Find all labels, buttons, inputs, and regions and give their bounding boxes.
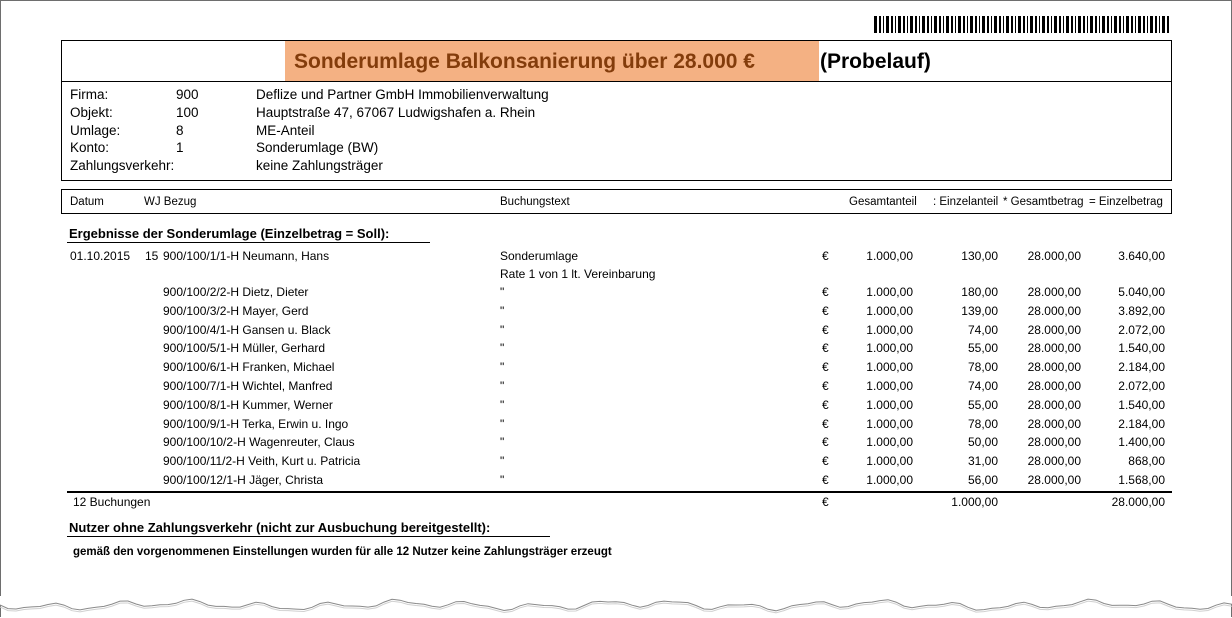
cell-buchungstext: " bbox=[500, 285, 505, 299]
cell-bezug: 900/100/11/2-H Veith, Kurt u. Patricia bbox=[163, 454, 361, 469]
info-value: Sonderumlage (BW) bbox=[256, 140, 379, 155]
cell-einzelbetrag: 2.072,00 bbox=[1118, 379, 1165, 393]
cell-buchungstext: " bbox=[500, 303, 505, 318]
cell-gesamtanteil: 1.000,00 bbox=[866, 285, 913, 299]
cell-einzelbetrag: 3.640,00 bbox=[1118, 249, 1165, 263]
total-separator bbox=[67, 491, 1172, 493]
cell-bezug: 900/100/2/2-H Dietz, Dieter bbox=[163, 285, 309, 299]
cell-einzelanteil: 55,00 bbox=[967, 341, 998, 356]
info-code: 8 bbox=[176, 123, 184, 138]
info-code: 100 bbox=[176, 105, 199, 120]
cell-gesamtanteil: 1.000,00 bbox=[866, 473, 913, 487]
cell-currency: € bbox=[822, 285, 829, 299]
cell-bezug: 900/100/6/1-H Franken, Michael bbox=[163, 360, 335, 375]
cell-einzelanteil: 78,00 bbox=[967, 360, 998, 375]
cell-buchungstext: " bbox=[500, 435, 505, 450]
cell-currency: € bbox=[822, 360, 829, 375]
cell-einzelanteil: 56,00 bbox=[967, 473, 998, 487]
title-box bbox=[61, 40, 1172, 82]
cell-einzelanteil: 180,00 bbox=[961, 285, 998, 299]
cell-bezug: 900/100/3/2-H Mayer, Gerd bbox=[163, 303, 309, 318]
cell-einzelanteil: 55,00 bbox=[967, 397, 998, 412]
info-value: keine Zahlungsträger bbox=[256, 158, 383, 173]
cell-gesamtanteil: 1.000,00 bbox=[866, 322, 913, 337]
cell-datum: 01.10.2015 bbox=[70, 249, 131, 263]
cell-bezug: 900/100/1/1-H Neumann, Hans bbox=[163, 249, 330, 263]
cell-gesamtbetrag: 28.000,00 bbox=[1027, 397, 1081, 412]
cell-currency: € bbox=[822, 473, 829, 487]
cell-einzelbetrag: 2.072,00 bbox=[1118, 322, 1165, 337]
col-einzelanteil: : Einzelanteil bbox=[933, 196, 999, 208]
cell-gesamtanteil: 1.000,00 bbox=[866, 397, 913, 412]
cell-buchungstext: " bbox=[500, 473, 505, 487]
cell-bezug: 900/100/4/1-H Gansen u. Black bbox=[163, 322, 331, 337]
info-label: Firma: bbox=[70, 87, 109, 102]
info-value: Hauptstraße 47, 67067 Ludwigshafen a. Rhein bbox=[256, 105, 536, 120]
cell-gesamtbetrag: 28.000,00 bbox=[1027, 341, 1081, 356]
info-code: 900 bbox=[176, 87, 199, 102]
cell-gesamtbetrag: 28.000,00 bbox=[1027, 249, 1081, 263]
cell-buchungstext: Sonderumlage bbox=[500, 249, 579, 263]
cell-einzelbetrag: 868,00 bbox=[1128, 454, 1165, 469]
cell-currency: € bbox=[822, 435, 829, 450]
cell-gesamtanteil: 1.000,00 bbox=[866, 454, 913, 469]
cell-einzelanteil: 50,00 bbox=[967, 435, 998, 450]
cell-gesamtbetrag: 28.000,00 bbox=[1027, 473, 1081, 487]
section-title-nutzer-ohne-zahlungsverkehr: Nutzer ohne Zahlungsverkehr (nicht zur Ausbuchung bereitgestellt): bbox=[69, 520, 491, 535]
cell-einzelanteil: 130,00 bbox=[961, 249, 998, 263]
cell-bezug: 900/100/8/1-H Kummer, Werner bbox=[163, 397, 333, 412]
cell-gesamtanteil: 1.000,00 bbox=[866, 435, 913, 450]
cell-bezug: 900/100/9/1-H Terka, Erwin u. Ingo bbox=[163, 416, 349, 431]
total-currency: € bbox=[822, 495, 829, 509]
cell-gesamtbetrag: 28.000,00 bbox=[1027, 416, 1081, 431]
cell-gesamtanteil: 1.000,00 bbox=[866, 249, 913, 263]
cell-bezug: 900/100/5/1-H Müller, Gerhard bbox=[163, 341, 326, 356]
cell-bezug: 900/100/10/2-H Wagenreuter, Claus bbox=[163, 435, 355, 450]
cell-einzelanteil: 31,00 bbox=[967, 454, 998, 469]
col-datum: Datum bbox=[70, 196, 104, 208]
cell-buchungstext: " bbox=[500, 341, 505, 356]
column-header-row bbox=[61, 189, 1172, 214]
cell-wj: 15 bbox=[145, 249, 159, 263]
cell-einzelanteil: 74,00 bbox=[967, 379, 998, 393]
cell-einzelbetrag: 2.184,00 bbox=[1118, 360, 1165, 375]
total-einzelbetrag: 28.000,00 bbox=[1111, 495, 1165, 509]
cell-buchungstext: " bbox=[500, 416, 505, 431]
section-underline bbox=[67, 536, 550, 537]
info-value: ME-Anteil bbox=[256, 123, 315, 138]
info-label: Konto: bbox=[70, 140, 110, 155]
cell-currency: € bbox=[822, 454, 829, 469]
total-label: 12 Buchungen bbox=[73, 495, 151, 509]
cell-gesamtanteil: 1.000,00 bbox=[866, 303, 913, 318]
torn-paper-edge bbox=[0, 596, 1232, 618]
cell-einzelbetrag: 5.040,00 bbox=[1118, 285, 1165, 299]
report-title: Sonderumlage Balkonsanierung über 28.000 € bbox=[294, 50, 755, 73]
cell-einzelbetrag: 1.568,00 bbox=[1118, 473, 1165, 487]
cell-gesamtbetrag: 28.000,00 bbox=[1027, 454, 1081, 469]
info-value: Deflize und Partner GmbH Immobilienverwaltung bbox=[256, 87, 549, 102]
cell-einzelbetrag: 1.400,00 bbox=[1118, 435, 1165, 450]
cell-bezug: 900/100/7/1-H Wichtel, Manfred bbox=[163, 379, 333, 393]
cell-einzelanteil: 74,00 bbox=[967, 322, 998, 337]
section-underline bbox=[67, 242, 430, 243]
cell-einzelbetrag: 2.184,00 bbox=[1118, 416, 1165, 431]
cell-buchungstext: " bbox=[500, 454, 505, 469]
cell-gesamtbetrag: 28.000,00 bbox=[1027, 435, 1081, 450]
col-gesamtanteil: Gesamtanteil bbox=[849, 196, 917, 208]
cell-gesamtbetrag: 28.000,00 bbox=[1027, 360, 1081, 375]
barcode bbox=[874, 16, 1172, 33]
cell-currency: € bbox=[822, 341, 829, 356]
info-label: Zahlungsverkehr: bbox=[70, 158, 175, 173]
cell-gesamtanteil: 1.000,00 bbox=[866, 416, 913, 431]
cell-currency: € bbox=[822, 379, 829, 393]
cell-gesamtanteil: 1.000,00 bbox=[866, 360, 913, 375]
cell-buchungstext-line2: Rate 1 von 1 lt. Vereinbarung bbox=[500, 267, 656, 281]
cell-buchungstext: " bbox=[500, 322, 505, 337]
cell-gesamtanteil: 1.000,00 bbox=[866, 379, 913, 393]
cell-gesamtbetrag: 28.000,00 bbox=[1027, 285, 1081, 299]
cell-bezug: 900/100/12/1-H Jäger, Christa bbox=[163, 473, 324, 487]
cell-currency: € bbox=[822, 303, 829, 318]
cell-currency: € bbox=[822, 397, 829, 412]
cell-einzelbetrag: 1.540,00 bbox=[1118, 397, 1165, 412]
cell-buchungstext: " bbox=[500, 360, 505, 375]
cell-einzelanteil: 78,00 bbox=[967, 416, 998, 431]
section-title-ergebnisse: Ergebnisse der Sonderumlage (Einzelbetrag = Soll): bbox=[69, 226, 390, 241]
cell-currency: € bbox=[822, 416, 829, 431]
cell-buchungstext: " bbox=[500, 397, 505, 412]
col-einzelbetrag: = Einzelbetrag bbox=[1089, 196, 1163, 208]
cell-gesamtbetrag: 28.000,00 bbox=[1027, 379, 1081, 393]
cell-einzelanteil: 139,00 bbox=[961, 303, 998, 318]
col-buchungstext: Buchungstext bbox=[500, 196, 570, 208]
cell-einzelbetrag: 3.892,00 bbox=[1118, 303, 1165, 318]
cell-buchungstext: " bbox=[500, 379, 505, 393]
info-label: Umlage: bbox=[70, 123, 121, 138]
info-box bbox=[61, 82, 1172, 181]
col-wj-bezug: WJ Bezug bbox=[144, 196, 197, 208]
cell-currency: € bbox=[822, 249, 829, 263]
total-einzelanteil: 1.000,00 bbox=[951, 495, 998, 509]
info-label: Objekt: bbox=[70, 105, 113, 120]
col-gesamtbetrag: * Gesamtbetrag bbox=[1003, 196, 1084, 208]
cell-gesamtanteil: 1.000,00 bbox=[866, 341, 913, 356]
cell-gesamtbetrag: 28.000,00 bbox=[1027, 303, 1081, 318]
info-note: gemäß den vorgenommenen Einstellungen wurden für alle 12 Nutzer keine Zahlungsträger erzeugt bbox=[73, 546, 612, 558]
info-code: 1 bbox=[176, 140, 184, 155]
report-title-suffix: (Probelauf) bbox=[820, 50, 931, 73]
cell-einzelbetrag: 1.540,00 bbox=[1118, 341, 1165, 356]
cell-currency: € bbox=[822, 322, 829, 337]
cell-gesamtbetrag: 28.000,00 bbox=[1027, 322, 1081, 337]
